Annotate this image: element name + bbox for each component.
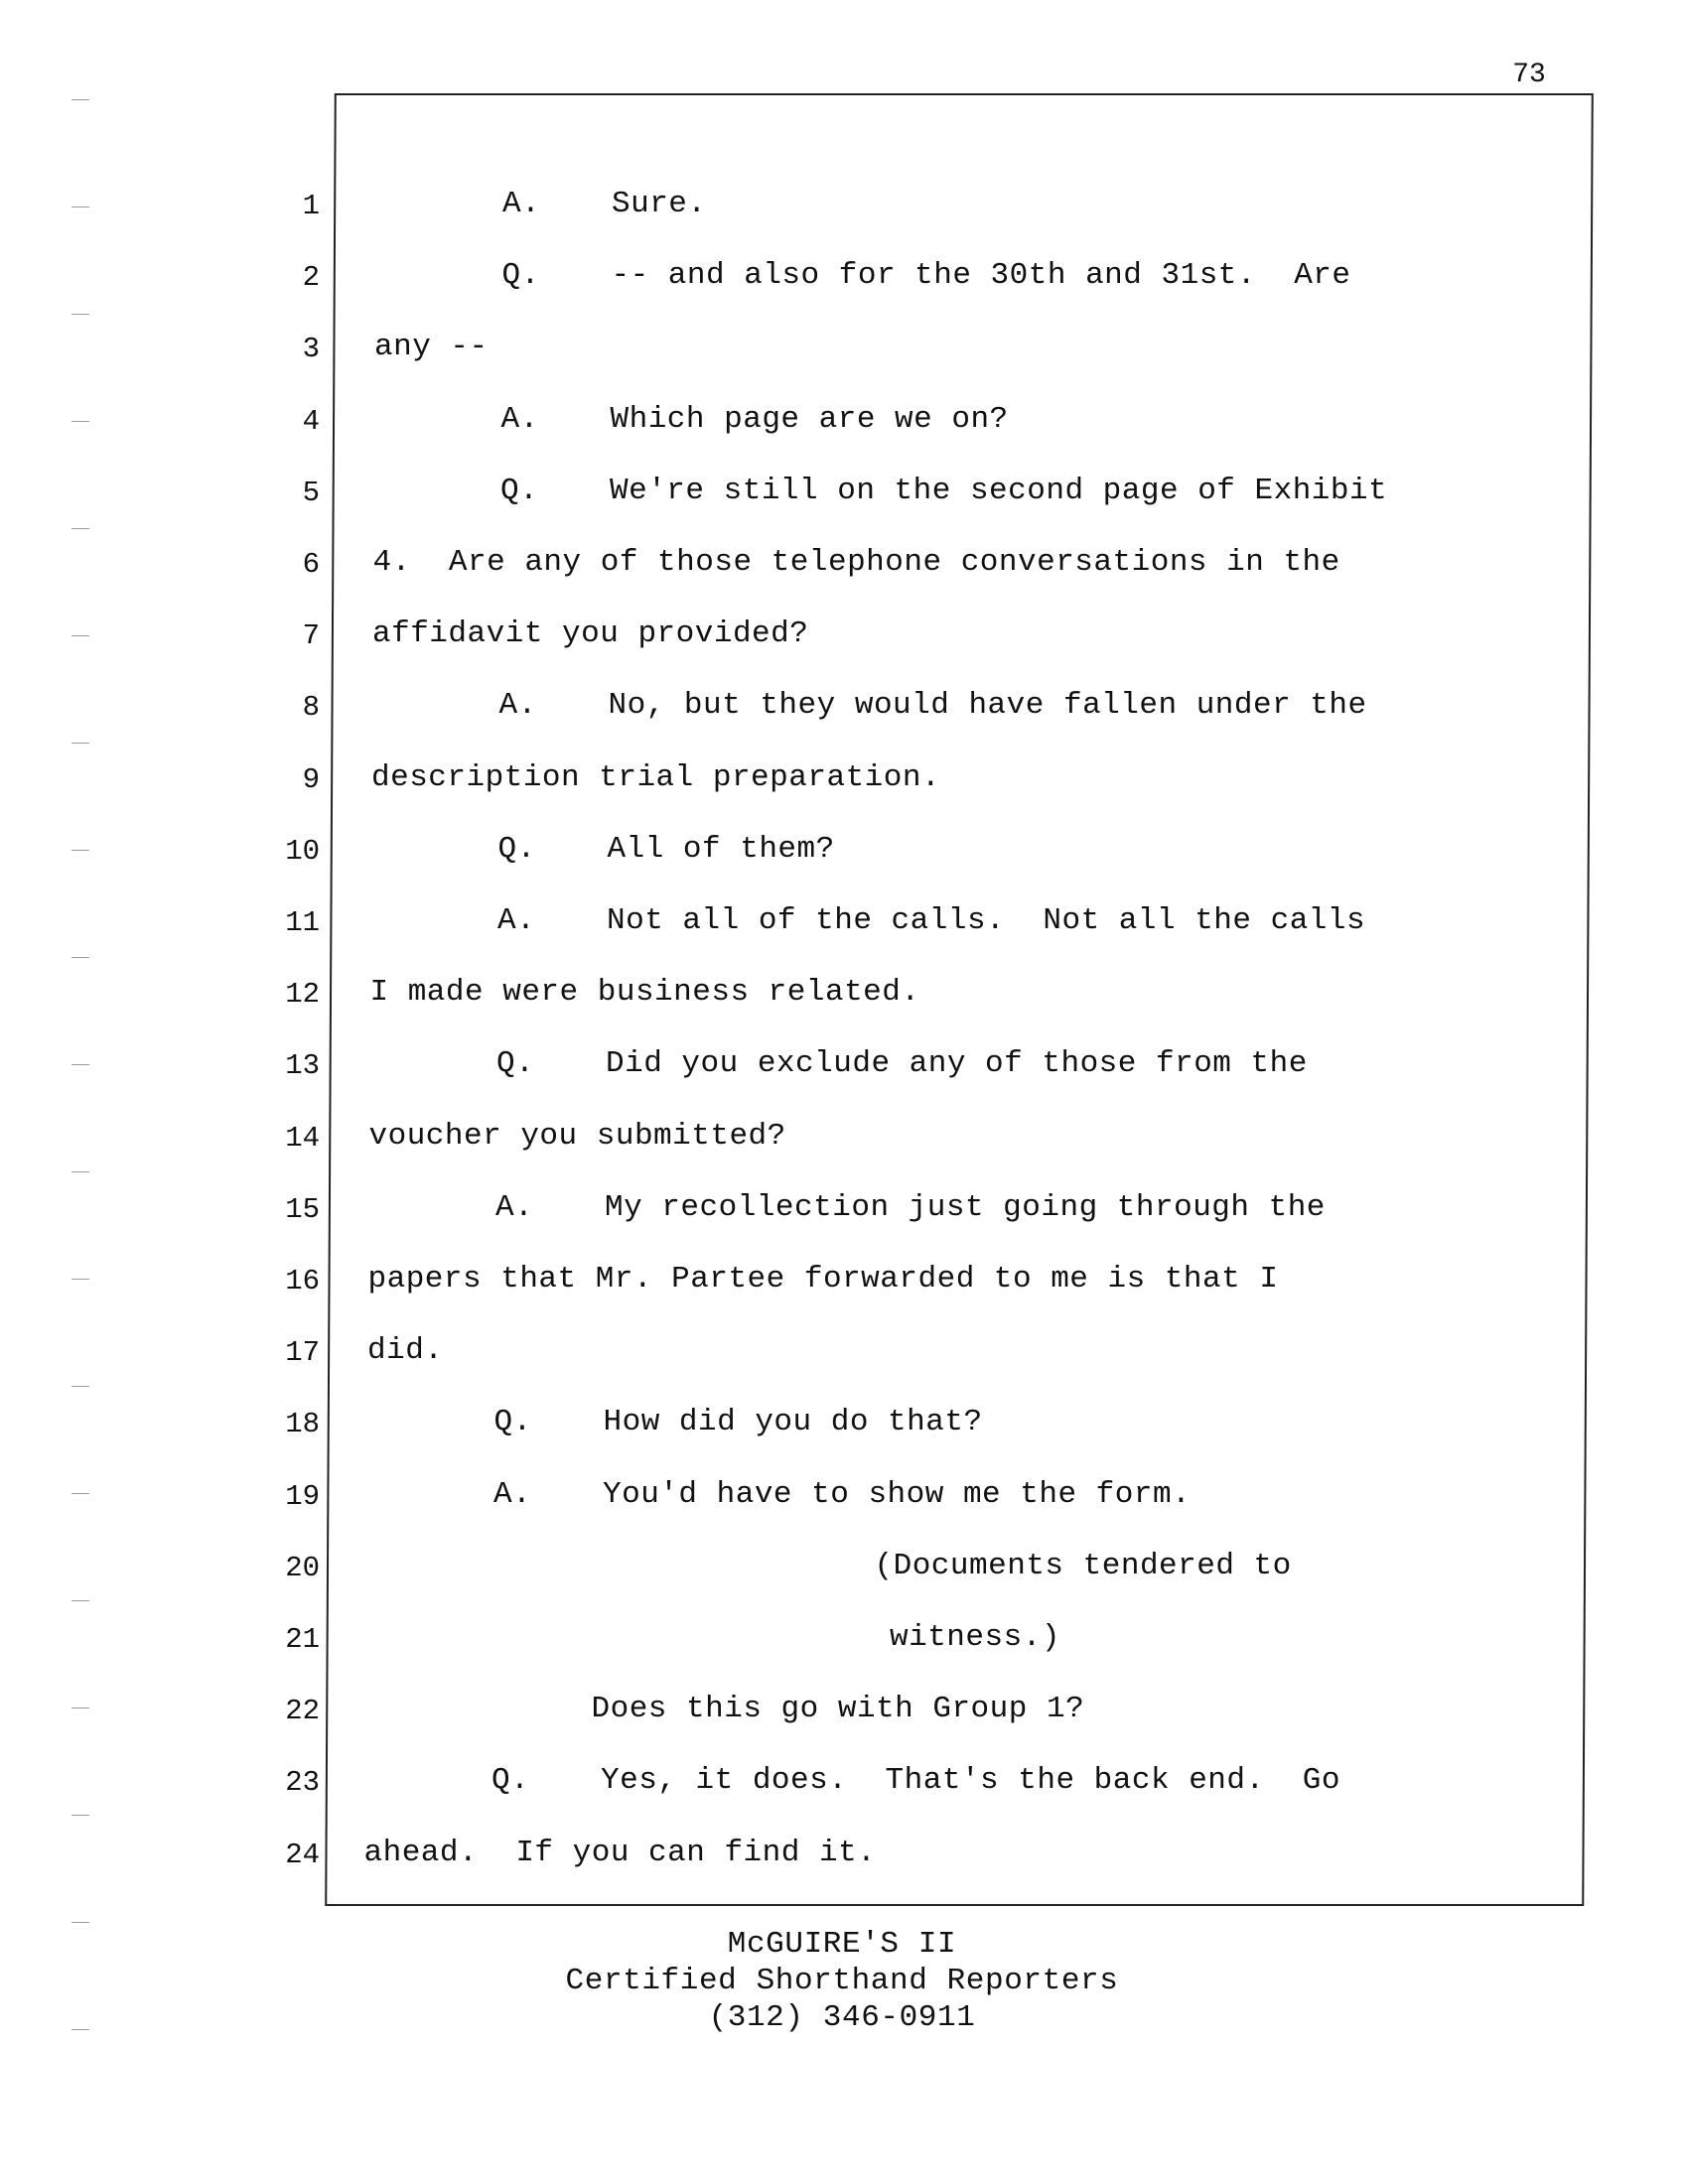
transcript-line	[374, 330, 489, 365]
line-text: affidavit you provided?	[372, 616, 809, 652]
transcript-line	[491, 1763, 1340, 1799]
transcript-line	[499, 688, 1367, 724]
line-text: Yes, it does. That's the back end. Go	[601, 1763, 1341, 1799]
transcript-line	[373, 545, 1340, 581]
edge-marks	[71, 99, 95, 2085]
line-number: 3	[302, 333, 320, 366]
line-text: any --	[374, 330, 489, 365]
line-text: Sure.	[612, 187, 707, 221]
speaker-label: A.	[502, 187, 541, 221]
line-number: 7	[302, 619, 320, 653]
line-number: 4	[302, 404, 320, 438]
footer-phone: (312) 346-0911	[708, 2000, 976, 2035]
line-text: I made were business related.	[369, 975, 920, 1011]
speaker-label: Q.	[493, 1405, 532, 1440]
transcript-line	[493, 1477, 1191, 1513]
scan-edge-mark	[71, 1493, 89, 1494]
scan-edge-mark	[71, 635, 89, 636]
footer-company: McGUIRE'S II	[727, 1927, 957, 1962]
line-text: Did you exclude any of those from the	[606, 1046, 1308, 1082]
scan-edge-mark	[71, 421, 89, 422]
line-number: 19	[285, 1479, 320, 1513]
line-text: papers that Mr. Partee forwarded to me is that I	[367, 1262, 1279, 1297]
scan-edge-mark	[71, 1386, 89, 1387]
transcript-line	[496, 1046, 1308, 1082]
line-text: All of them?	[607, 831, 835, 867]
line-text: did.	[367, 1333, 444, 1369]
line-text: No, but they would have fallen under the	[608, 688, 1367, 724]
line-number: 21	[285, 1623, 320, 1656]
transcript-line	[497, 903, 1365, 939]
transcript-line	[500, 474, 1387, 509]
line-number: 1	[302, 190, 320, 222]
line-number: 2	[302, 261, 320, 295]
transcript-line	[498, 832, 835, 868]
speaker-label: A.	[497, 903, 536, 938]
speaker-label: Q.	[500, 473, 539, 508]
speaker-label: A.	[493, 1476, 532, 1512]
speaker-label: Q.	[497, 831, 536, 867]
transcript-line	[494, 1405, 983, 1440]
line-text: Which page are we on?	[610, 401, 1009, 437]
line-number: 23	[285, 1766, 320, 1800]
speaker-label: Q.	[501, 258, 540, 294]
transcript-line	[592, 1692, 1085, 1727]
scan-edge-mark	[71, 528, 89, 529]
line-text: My recollection just going through the	[605, 1189, 1326, 1225]
transcript-line	[370, 975, 920, 1011]
line-text: witness.)	[890, 1620, 1060, 1655]
line-number: 13	[285, 1049, 320, 1083]
line-text: You'd have to show me the form.	[603, 1476, 1192, 1512]
transcript-line	[502, 258, 1351, 294]
scan-edge-mark	[71, 1707, 89, 1708]
line-number: 22	[285, 1695, 320, 1728]
line-number: 8	[302, 691, 320, 725]
line-number: 16	[285, 1265, 320, 1297]
scan-edge-mark	[71, 1600, 89, 1601]
line-text: (Documents tendered to	[874, 1548, 1292, 1583]
line-number: 14	[285, 1121, 320, 1155]
transcript-line	[502, 187, 707, 222]
line-text: We're still on the second page of Exhibit	[610, 473, 1388, 508]
scan-edge-mark	[71, 314, 89, 315]
line-number: 24	[285, 1838, 320, 1871]
speaker-label: A.	[495, 1189, 534, 1225]
line-text: voucher you submitted?	[368, 1118, 786, 1154]
transcript-line	[364, 1836, 877, 1871]
line-number: 15	[285, 1192, 320, 1226]
scan-edge-mark	[71, 850, 89, 851]
transcript-line	[875, 1549, 1292, 1584]
scan-edge-mark	[71, 206, 89, 207]
speaker-label: Q.	[496, 1046, 535, 1082]
transcript-line	[495, 1190, 1326, 1226]
transcript-line	[369, 1119, 786, 1155]
scan-edge-mark	[71, 1279, 89, 1280]
scan-edge-mark	[71, 1815, 89, 1816]
line-text: How did you do that?	[603, 1405, 983, 1440]
line-number: 10	[285, 834, 320, 868]
line-text: Does this go with Group 1?	[591, 1692, 1085, 1727]
scan-edge-mark	[71, 1171, 89, 1172]
scan-edge-mark	[71, 1064, 89, 1065]
scan-edge-mark	[71, 957, 89, 958]
line-number: 11	[285, 906, 320, 939]
speaker-label: A.	[500, 401, 539, 437]
speaker-label: A.	[498, 688, 537, 724]
line-number: 18	[285, 1408, 320, 1441]
line-text: ahead. If you can find it.	[363, 1835, 877, 1870]
line-number: 9	[302, 762, 320, 796]
line-number: 17	[285, 1336, 320, 1370]
line-text: -- and also for the 30th and 31st. Are	[611, 258, 1351, 294]
line-text: Not all of the calls. Not all the calls	[607, 903, 1366, 938]
transcript-line	[890, 1620, 1060, 1656]
speaker-label: Q.	[491, 1763, 530, 1799]
line-number: 12	[285, 978, 320, 1012]
line-text: description trial preparation.	[371, 759, 941, 795]
line-number: 20	[285, 1551, 320, 1584]
line-number: 6	[302, 548, 320, 581]
scan-edge-mark	[71, 743, 89, 744]
transcript-line	[367, 1333, 443, 1369]
transcript-line	[501, 402, 1009, 438]
scan-edge-mark	[71, 1922, 89, 1923]
scan-edge-mark	[71, 99, 89, 100]
transcript-line	[368, 1262, 1279, 1297]
footer	[0, 1926, 1684, 2036]
line-number: 5	[302, 476, 320, 509]
transcript-line	[372, 616, 808, 652]
page-number: 73	[1512, 60, 1546, 90]
footer-subtitle: Certified Shorthand Reporters	[565, 1964, 1119, 1998]
line-text: 4. Are any of those telephone conversations in the	[372, 545, 1340, 580]
transcript-line	[371, 760, 940, 796]
